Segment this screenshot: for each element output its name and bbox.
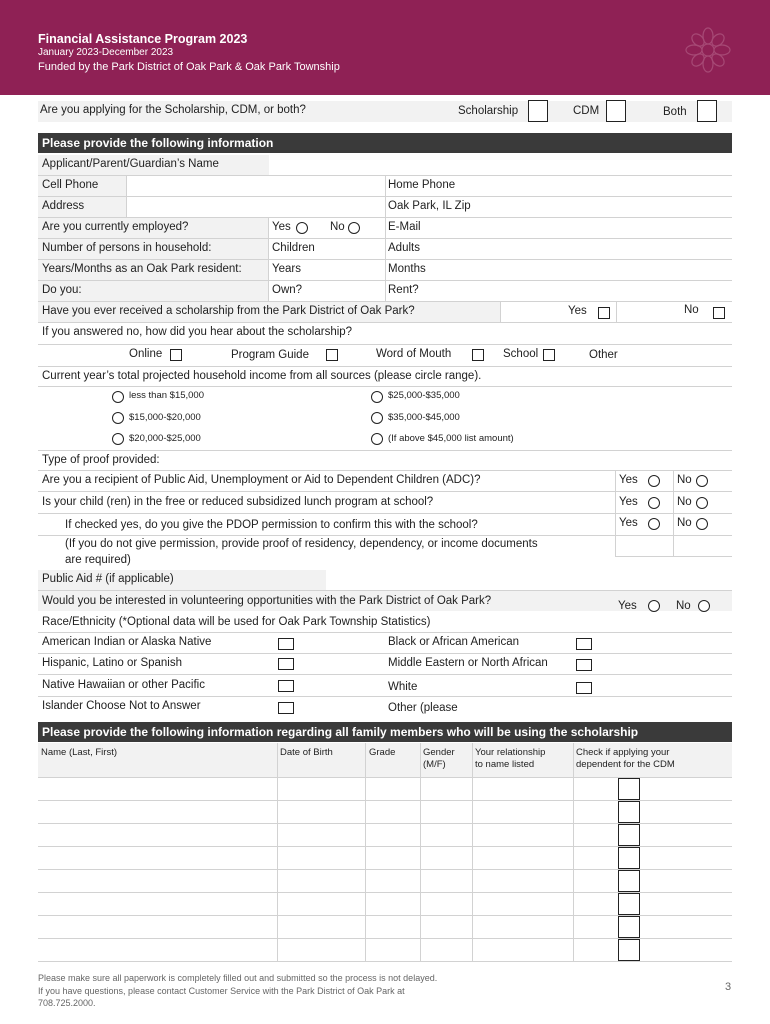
permission-no-label: No: [677, 517, 692, 529]
footer-line-2: If you have questions, please contact Customer Service with the Park District of Oak Park at: [38, 986, 405, 996]
cdm-row-checkbox[interactable]: [618, 870, 640, 892]
divider: [500, 302, 501, 322]
divider: [38, 491, 732, 492]
divider: [616, 302, 617, 322]
race-other-label: Other (please: [388, 702, 458, 714]
income-above-45k-radio[interactable]: [371, 433, 383, 445]
race-native-hawaiian-label: Native Hawaiian or other Pacific: [42, 679, 205, 691]
divider: [38, 674, 732, 675]
lunch-no-label: No: [677, 496, 692, 508]
prior-yes-checkbox[interactable]: [598, 307, 610, 319]
race-choose-not-label: Islander Choose Not to Answer: [42, 700, 201, 712]
divider: [38, 470, 732, 471]
household-label: Number of persons in household:: [42, 242, 212, 254]
divider: [365, 743, 366, 961]
prior-scholarship-label: Have you ever received a scholarship from the Park District of Oak Park?: [42, 305, 415, 317]
income-20-25k-label: $20,000-$25,000: [129, 433, 201, 444]
employed-yes-label: Yes: [272, 221, 291, 233]
city-zip-label: Oak Park, IL Zip: [388, 200, 471, 212]
cdm-row-checkbox[interactable]: [618, 778, 640, 800]
program-guide-label: Program Guide: [231, 349, 309, 361]
income-35-45k-radio[interactable]: [371, 412, 383, 424]
col-grade-header: Grade: [369, 747, 396, 758]
footer-line-3: 708.725.2000.: [38, 998, 96, 1008]
public-aid-number-label: Public Aid # (if applicable): [42, 573, 174, 585]
cdm-row-checkbox[interactable]: [618, 801, 640, 823]
home-phone-label: Home Phone: [388, 179, 456, 191]
income-25-35k-radio[interactable]: [371, 391, 383, 403]
income-15-20k-label: $15,000-$20,000: [129, 412, 201, 423]
race-hispanic-checkbox[interactable]: [278, 658, 294, 670]
apply-scholarship-label: Scholarship: [458, 105, 519, 117]
divider: [38, 196, 732, 197]
table-row[interactable]: [38, 961, 732, 962]
race-american-indian-label: American Indian or Alaska Native: [42, 636, 212, 648]
divider: [615, 556, 732, 557]
word-of-mouth-checkbox[interactable]: [472, 349, 484, 361]
race-american-indian-checkbox[interactable]: [278, 638, 294, 650]
section2-title: Please provide the following information regarding all family members who will be using the scholarship: [42, 725, 639, 739]
page-number: 3: [725, 981, 732, 993]
race-hispanic-label: Hispanic, Latino or Spanish: [42, 657, 182, 669]
permission-note-line1: (If you do not give permission, provide proof of residency, dependency, or income documents: [65, 538, 538, 550]
applicant-name-label: Applicant/Parent/Guardian’s Name: [42, 158, 219, 170]
section-header-info: [38, 133, 732, 153]
divider: [38, 344, 732, 345]
prior-yes-label: Yes: [568, 305, 587, 317]
footer-line-1: Please make sure all paperwork is completely filled out and submitted so the process is not delayed.: [38, 973, 438, 983]
income-under-15k-radio[interactable]: [112, 391, 124, 403]
public-aid-no-radio[interactable]: [696, 475, 708, 487]
divider: [38, 366, 732, 367]
online-checkbox[interactable]: [170, 349, 182, 361]
employed-label: Are you currently employed?: [42, 221, 189, 233]
scholarship-checkbox[interactable]: [528, 100, 548, 122]
race-white-checkbox[interactable]: [576, 682, 592, 694]
lunch-yes-radio[interactable]: [648, 497, 660, 509]
online-label: Online: [129, 348, 163, 360]
cdm-row-checkbox[interactable]: [618, 893, 640, 915]
race-middle-eastern-label: Middle Eastern or North African: [388, 657, 548, 669]
income-under-15k-label: less than $15,000: [129, 390, 205, 401]
program-guide-checkbox[interactable]: [326, 349, 338, 361]
section-title: Please provide the following information: [42, 136, 274, 150]
col-cdm-header-2: dependent for the CDM: [576, 759, 675, 770]
school-checkbox[interactable]: [543, 349, 555, 361]
address-label: Address: [42, 200, 85, 212]
school-label: School: [503, 348, 539, 360]
col-name-header: Name (Last, First): [41, 747, 118, 758]
own-label: Own?: [272, 284, 303, 296]
col-gender-header-1: Gender: [423, 747, 455, 758]
divider: [38, 535, 732, 536]
divider: [277, 743, 278, 961]
divider: [420, 743, 421, 961]
email-label: E-Mail: [388, 221, 421, 233]
divider: [38, 386, 732, 387]
rent-label: Rent?: [388, 284, 419, 296]
divider: [38, 513, 732, 514]
public-aid-yes-radio[interactable]: [648, 475, 660, 487]
public-aid-yes-label: Yes: [619, 474, 638, 486]
income-25-35k-label: $25,000-$35,000: [388, 390, 460, 401]
volunteer-yes-radio[interactable]: [648, 600, 660, 612]
funding-note: Funded by the Park District of Oak Park & Oak Park Township: [38, 61, 340, 73]
public-aid-question: Are you a recipient of Public Aid, Unemployment or Aid to Dependent Children (ADC)?: [42, 474, 481, 486]
apply-cdm-label: CDM: [573, 105, 600, 117]
volunteer-no-radio[interactable]: [698, 600, 710, 612]
volunteer-yes-label: Yes: [618, 600, 637, 612]
permission-yes-label: Yes: [619, 517, 638, 529]
income-35-45k-label: $35,000-$45,000: [388, 412, 460, 423]
years-label: Years: [272, 263, 301, 275]
income-above-45k-label: (If above $45,000 list amount): [388, 433, 514, 444]
race-choose-not-checkbox[interactable]: [278, 702, 294, 714]
employed-no-radio[interactable]: [348, 222, 360, 234]
divider: [38, 696, 732, 697]
prior-no-checkbox[interactable]: [713, 307, 725, 319]
race-white-label: White: [388, 681, 418, 693]
lunch-no-radio[interactable]: [696, 497, 708, 509]
permission-note-line2: are required): [65, 554, 131, 566]
divider: [472, 743, 473, 961]
race-question: Race/Ethnicity (*Optional data will be used for Oak Park Township Statistics): [42, 616, 431, 628]
cdm-row-checkbox[interactable]: [618, 939, 640, 961]
income-20-25k-radio[interactable]: [112, 433, 124, 445]
col-rel-header-1: Your relationship: [475, 747, 546, 758]
form-title: Financial Assistance Program 2023: [38, 32, 248, 46]
adults-label: Adults: [388, 242, 420, 254]
volunteer-no-label: No: [676, 600, 691, 612]
divider: [38, 653, 732, 654]
word-of-mouth-label: Word of Mouth: [376, 348, 452, 360]
race-black-label: Black or African American: [388, 636, 520, 648]
months-label: Months: [388, 263, 426, 275]
children-label: Children: [272, 242, 315, 254]
other-label: Other: [589, 349, 618, 361]
employed-no-label: No: [330, 221, 345, 233]
income-15-20k-radio[interactable]: [112, 412, 124, 424]
permission-no-radio[interactable]: [696, 518, 708, 530]
public-aid-no-label: No: [677, 474, 692, 486]
permission-question: If checked yes, do you give the PDOP permission to confirm this with the school?: [65, 519, 478, 531]
cdm-row-checkbox[interactable]: [618, 824, 640, 846]
cell-phone-label: Cell Phone: [42, 179, 99, 191]
permission-yes-radio[interactable]: [648, 518, 660, 530]
cdm-row-checkbox[interactable]: [618, 916, 640, 938]
do-you-label: Do you:: [42, 284, 82, 296]
col-gender-header-2: (M/F): [423, 759, 446, 770]
race-middle-eastern-checkbox[interactable]: [576, 659, 592, 671]
employed-yes-radio[interactable]: [296, 222, 308, 234]
resident-label: Years/Months as an Oak Park resident:: [42, 263, 242, 275]
cdm-row-checkbox[interactable]: [618, 847, 640, 869]
race-black-checkbox[interactable]: [576, 638, 592, 650]
divider: [38, 450, 732, 451]
race-native-hawaiian-checkbox[interactable]: [278, 680, 294, 692]
cdm-checkbox[interactable]: [606, 100, 626, 122]
lunch-yes-label: Yes: [619, 496, 638, 508]
apply-both-label: Both: [663, 106, 687, 118]
divider: [38, 322, 732, 323]
col-rel-header-2: to name listed: [475, 759, 535, 770]
col-dob-header: Date of Birth: [280, 747, 333, 758]
form-dates: January 2023-December 2023: [38, 47, 174, 58]
prior-no-label: No: [684, 304, 699, 316]
both-checkbox[interactable]: [697, 100, 717, 122]
proof-label: Type of proof provided:: [42, 454, 160, 466]
lunch-question: Is your child (ren) in the free or reduced subsidized lunch program at school?: [42, 496, 434, 508]
divider: [573, 743, 574, 961]
section-header-family: [38, 722, 732, 742]
apply-question: Are you applying for the Scholarship, CDM, or both?: [40, 104, 306, 116]
col-cdm-header-1: Check if applying your: [576, 747, 670, 758]
hear-about-label: If you answered no, how did you hear about the scholarship?: [42, 326, 353, 338]
volunteer-question: Would you be interested in volunteering opportunities with the Park District of Oak Park?: [42, 595, 492, 607]
divider: [38, 632, 732, 633]
income-question: Current year’s total projected household income from all sources (please circle range).: [42, 370, 482, 382]
flower-logo-icon: [683, 25, 733, 75]
